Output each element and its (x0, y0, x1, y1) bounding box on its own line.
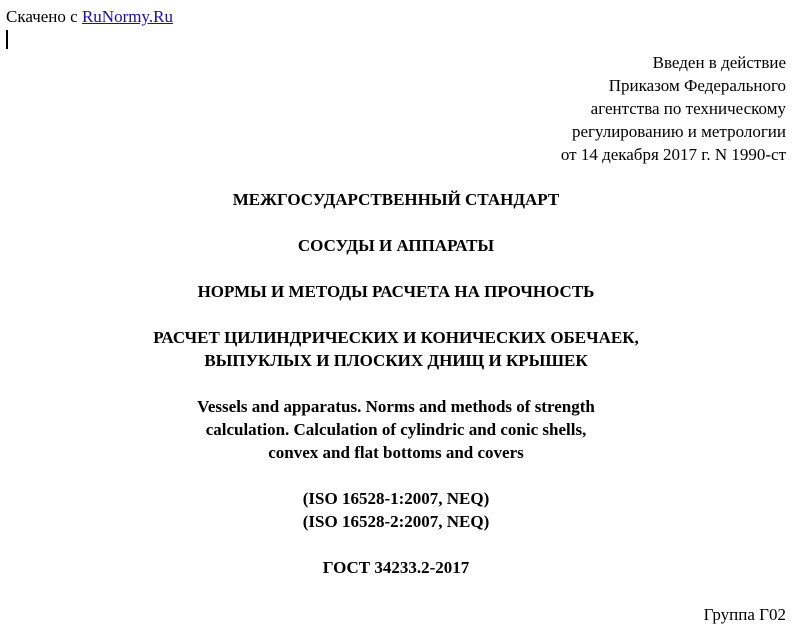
document-title-3 (0, 326, 792, 372)
source-line (6, 5, 173, 28)
gost-number (0, 556, 792, 579)
text-cursor (6, 30, 8, 49)
document-title-1 (0, 234, 792, 257)
standard-type (0, 188, 792, 211)
document-title-2-text: НОРМЫ И МЕТОДЫ РАСЧЕТА НА ПРОЧНОСТЬ (197, 282, 595, 301)
standard-type-text: МЕЖГОСУДАРСТВЕННЫЙ СТАНДАРТ (232, 190, 560, 209)
english-title-line: calculation. Calculation of cylindric and conic shells, (205, 420, 587, 439)
english-title (0, 395, 792, 464)
enactment-line: от 14 декабря 2017 г. N 1990-ст (560, 145, 786, 164)
document-title-3-line: ВЫПУКЛЫХ И ПЛОСКИХ ДНИЩ И КРЫШЕК (204, 351, 588, 370)
enactment-note (561, 51, 786, 166)
iso-reference: (ISO 16528-1:2007, NEQ) (302, 489, 490, 508)
document-title-1-text: СОСУДЫ И АППАРАТЫ (297, 236, 495, 255)
enactment-line: агентства по техническому (590, 99, 786, 118)
enactment-line: Введен в действие (652, 53, 786, 72)
iso-references (0, 487, 792, 533)
enactment-line: Приказом Федерального (608, 76, 786, 95)
gost-number-text: ГОСТ 34233.2-2017 (322, 558, 470, 577)
english-title-line: Vessels and apparatus. Norms and methods of strength (197, 397, 595, 416)
document-title-2 (0, 280, 792, 303)
document-title-3-line: РАСЧЕТ ЦИЛИНДРИЧЕСКИХ И КОНИЧЕСКИХ ОБЕЧАЕК, (153, 328, 639, 347)
english-title-line: convex and flat bottoms and covers (268, 443, 524, 462)
source-link[interactable]: RuNormy.Ru (81, 7, 173, 26)
enactment-line: регулированию и метрологии (571, 122, 786, 141)
group-code: Группа Г02 (703, 605, 786, 624)
source-prefix: Скачено с (6, 7, 82, 26)
iso-reference: (ISO 16528-2:2007, NEQ) (302, 512, 490, 531)
